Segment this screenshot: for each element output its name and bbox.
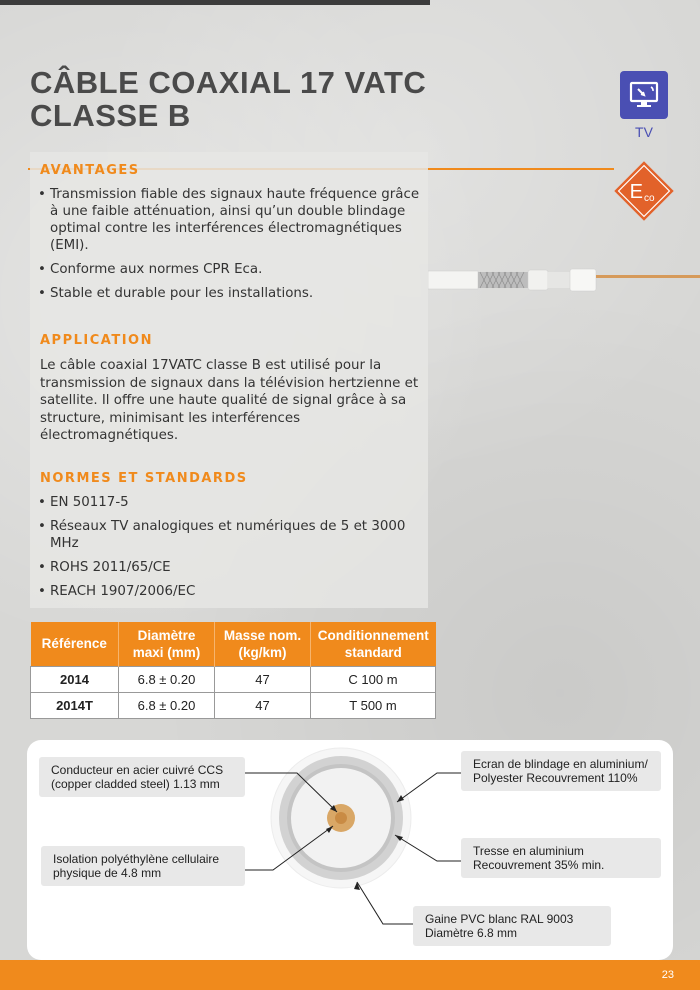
table-cell: C 100 m bbox=[311, 666, 436, 692]
page-number: 23 bbox=[661, 969, 674, 981]
application-text: Le câble coaxial 17VATC classe B est utilisé pour la transmission de signaux dans la télévision hertzienne et satellite. Il offre une haute qualité de signal grâce à sa structure, minimisant les interférences électromagnétiques. bbox=[40, 358, 419, 443]
list-item: • Transmission fiable des signaux haute fréquence grâce à une faible atténuation, ainsi qu’un double blindage optimal contre les interférences électromagnétiques (EMI). bbox=[38, 186, 423, 254]
page-footer bbox=[0, 960, 700, 990]
table-row bbox=[31, 692, 436, 718]
table-header: Référence bbox=[31, 622, 119, 666]
list-item: • REACH 1907/2006/EC bbox=[38, 583, 423, 600]
cable-cross-section bbox=[27, 740, 673, 960]
header-divider-right bbox=[428, 168, 614, 170]
top-bar bbox=[0, 0, 430, 5]
page-title bbox=[30, 66, 450, 132]
table-cell: 2014T bbox=[31, 692, 119, 718]
eco-suffix: co bbox=[644, 193, 655, 204]
insulation-label: Isolation polyéthylène cellulaire physique de 4.8 mm bbox=[41, 846, 245, 886]
braid-label: Tresse en aluminium Recouvrement 35% min. bbox=[461, 838, 661, 878]
table-cell: T 500 m bbox=[311, 692, 436, 718]
eco-letter: E bbox=[629, 181, 643, 203]
spec-table bbox=[30, 622, 436, 719]
conductor-label: Conducteur en acier cuivré CCS (copper cladded steel) 1.13 mm bbox=[39, 757, 245, 797]
title-line-1: CÂBLE COAXIAL 17 VATC bbox=[30, 65, 427, 100]
shield-label: Ecran de blindage en aluminium/ Polyester Recouvrement 110% bbox=[461, 751, 661, 791]
jacket-label: Gaine PVC blanc RAL 9003 Diamètre 6.8 mm bbox=[413, 906, 611, 946]
list-item: • ROHS 2011/65/CE bbox=[38, 559, 423, 576]
table-header-row bbox=[31, 622, 436, 666]
advantages-heading: AVANTAGES bbox=[40, 163, 140, 178]
table-cell: 6.8 ± 0.20 bbox=[119, 666, 215, 692]
standards-heading: NORMES ET STANDARDS bbox=[40, 471, 248, 486]
table-cell: 6.8 ± 0.20 bbox=[119, 692, 215, 718]
eco-badge-icon bbox=[613, 160, 675, 222]
list-item: • EN 50117-5 bbox=[38, 494, 423, 511]
list-item: • Stable et durable pour les installations. bbox=[38, 285, 423, 302]
table-header: Conditionnement standard bbox=[311, 622, 436, 666]
title-line-2: CLASSE B bbox=[30, 98, 191, 133]
advantages-list bbox=[38, 186, 423, 309]
table-cell: 2014 bbox=[31, 666, 119, 692]
tv-monitor-icon bbox=[620, 71, 668, 119]
table-header: Diamètre maxi (mm) bbox=[119, 622, 215, 666]
table-header: Masse nom. (kg/km) bbox=[215, 622, 311, 666]
table-row bbox=[31, 666, 436, 692]
standards-list bbox=[38, 494, 423, 607]
tv-label: TV bbox=[635, 124, 653, 140]
list-item: • Conforme aux normes CPR Eca. bbox=[38, 261, 423, 278]
application-heading: APPLICATION bbox=[40, 333, 153, 348]
table-cell: 47 bbox=[215, 692, 311, 718]
cable-photo bbox=[428, 262, 700, 298]
list-item: • Réseaux TV analogiques et numériques de 5 et 3000 MHz bbox=[38, 518, 423, 552]
table-cell: 47 bbox=[215, 666, 311, 692]
